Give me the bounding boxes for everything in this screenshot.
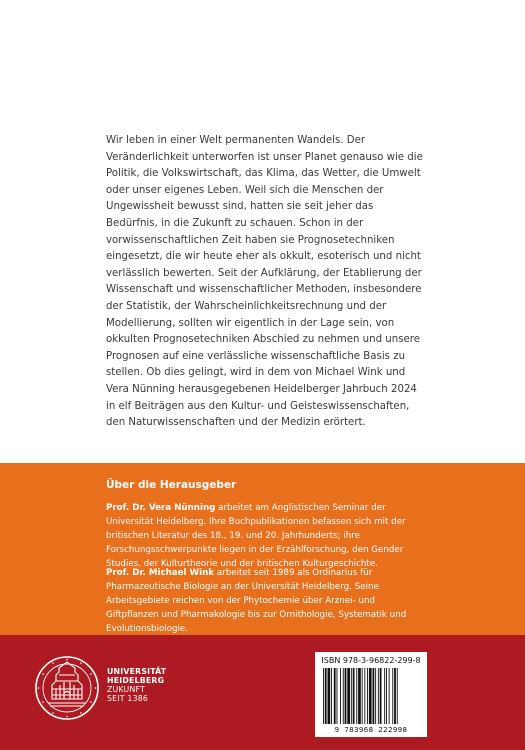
blurb-text: Wir leben in einer Welt permanenten Wandels. Der Veränderlichkeit unterworfen ist unser Planet genauso wie die Politik, die Volkswirtschaft, das Klima, das Wetter, die Umwelt oder unser eigenes Leben. Weil sich die Menschen der Ungewissheit bewusst sind, hatten sie seit jeher das Bedürfnis, in die Zukunft zu schauen. Schon in der vorwissenschaftlichen Zeit haben sie Prognosetechniken eingesetzt, die wir heute eher als okkult, esoterisch und nicht verlässlich bewerten. Seit der Aufklärung, der Etablierung der Wissenschaft und wissenschaftlicher Methoden, insbesondere der Statistik, der Wahrscheinlichkeitsrechnung und der Modellierung, sollten wir eigentlich in der Lage sein, von okkulten Prognosetechniken Abschied zu nehmen und unsere Prognosen auf eine verlässliche wissenschaftliche Basis zu stellen. Ob dies gelingt, wird in dem von Michael Wink und Vera Nünning herausgegebenen Heidelberger Jahrbuch 2024 in elf Beiträgen aus den Kultur- und Geisteswissenschaften, den Naturwissenschaften und der Medizin erörtert. bbox=[106, 135, 423, 429]
ean-number: 9 783968 222998 bbox=[334, 725, 408, 734]
logo-line-zukunft: ZUKUNFT bbox=[107, 685, 146, 694]
university-seal-icon bbox=[34, 655, 100, 721]
editor-text-nuenning: arbeitet am Anglistischen Seminar der Universität Heidelberg. Ihre Buchpublikationen befassen sich mit der britischen Literatur des 18., 19. und 20. Jahrhunderts; ihre Forschungsschwerpunkte liegen in der Erzählforschung, den Gender Studies, der Kulturtheorie und der britischen Kulturgeschichte. bbox=[106, 503, 406, 569]
editor-name-wink: Prof. Dr. Michael Wink bbox=[106, 568, 215, 578]
editor-bio-nuenning bbox=[106, 502, 426, 572]
logo-line-universitaet: UNIVERSITÄT bbox=[107, 667, 167, 676]
logo-line-heidelberg: HEIDELBERG bbox=[107, 676, 165, 685]
editors-section bbox=[0, 463, 525, 635]
university-logo-text bbox=[107, 667, 197, 703]
editor-bio-wink bbox=[106, 567, 426, 637]
isbn-barcode bbox=[315, 652, 427, 737]
barcode-bars-icon bbox=[323, 668, 419, 724]
editors-heading: Über die Herausgeber bbox=[106, 479, 237, 491]
logo-line-seit: SEIT 1386 bbox=[107, 694, 149, 703]
isbn-number: ISBN 978-3-96822-299-8 bbox=[321, 656, 421, 665]
editor-text-wink: arbeitet seit 1989 als Ordinarius für Pharmazeutische Biologie an der Universität Heidelberg. Seine Arbeitsgebiete reichen von der Phytochemie über Arznei- und Giftpflanzen und Pharmakologie bis zur Ornithologie, Systematik und Evolutionsbiologie. bbox=[106, 568, 407, 634]
editor-name-nuenning: Prof. Dr. Vera Nünning bbox=[106, 503, 216, 513]
